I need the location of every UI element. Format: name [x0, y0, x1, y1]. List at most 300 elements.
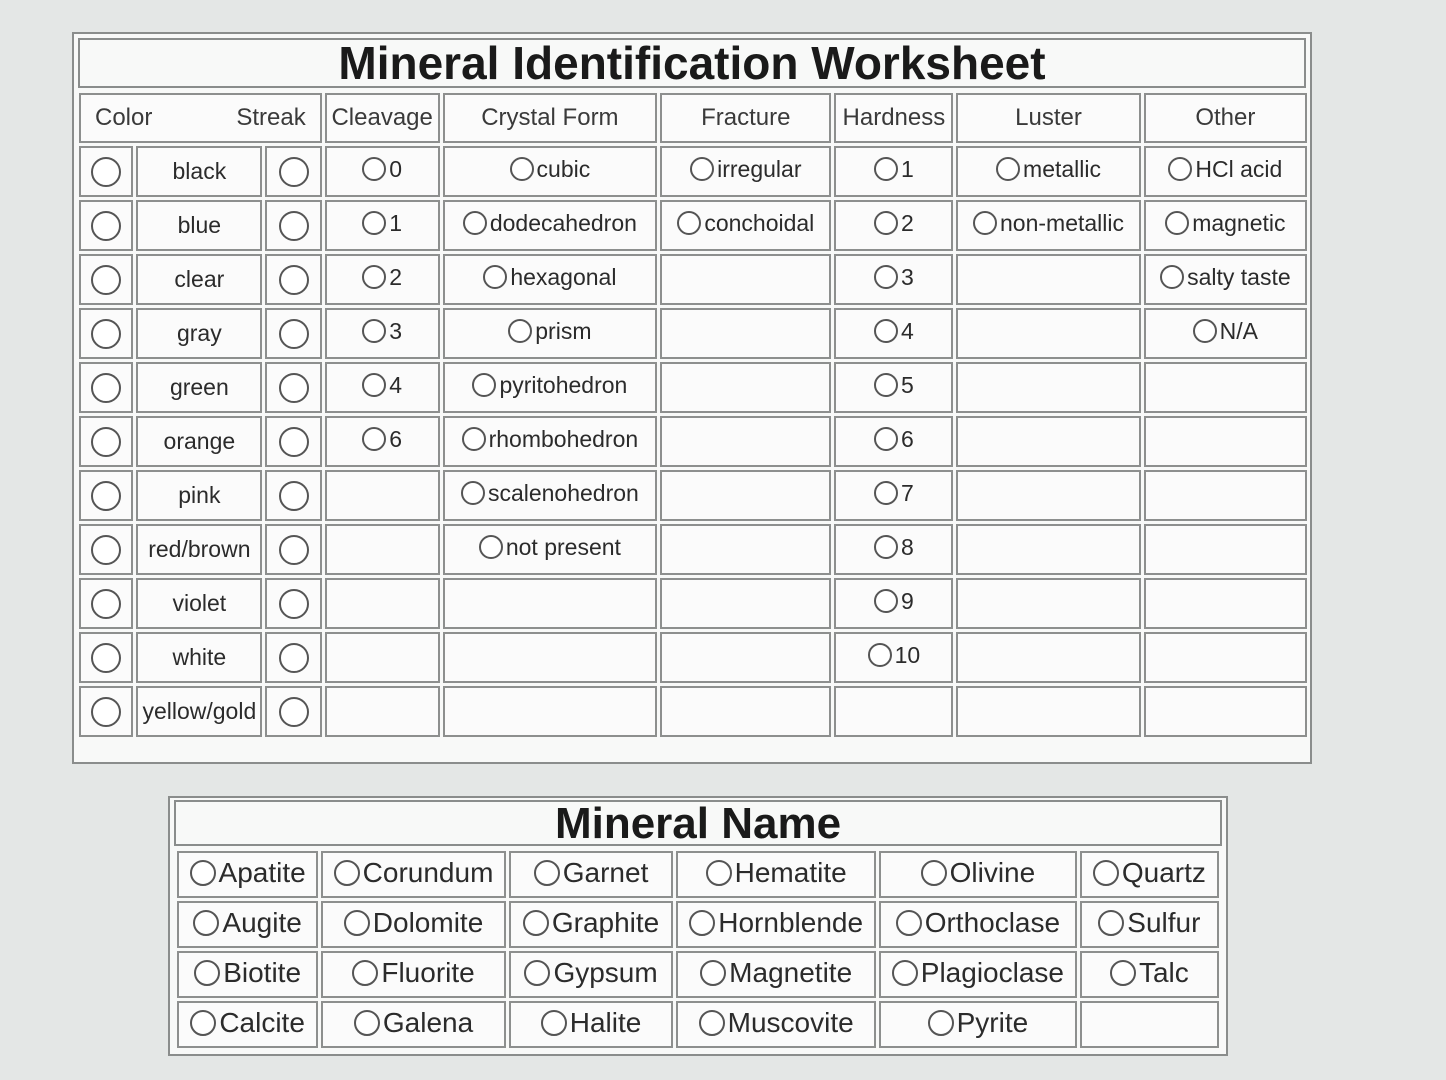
fracture-cell: [660, 632, 831, 683]
fracture-cell: [660, 200, 831, 251]
cleavage-radio[interactable]: [362, 211, 386, 235]
crystal-form-label: rhombohedron: [488, 425, 639, 452]
crystal-form-header: Crystal Form: [443, 93, 658, 143]
other-label: magnetic: [1192, 209, 1286, 236]
cleavage-cell: [325, 524, 440, 575]
hardness-cell: [834, 362, 953, 413]
mineral-option[interactable]: [334, 857, 494, 889]
other-label: N/A: [1219, 317, 1259, 344]
color-label: red/brown: [136, 524, 262, 575]
mineral-option[interactable]: [706, 857, 847, 889]
streak-radio-cell: [265, 362, 321, 413]
mineral-option[interactable]: [1098, 907, 1200, 939]
mineral-name-cell: [177, 901, 318, 948]
mineral-label: Graphite: [551, 906, 660, 938]
hardness-radio[interactable]: [874, 157, 898, 181]
color-radio[interactable]: [91, 211, 121, 241]
other-option[interactable]: [1165, 210, 1285, 237]
streak-radio[interactable]: [279, 373, 309, 403]
mineral-name-cell: [676, 851, 876, 898]
luster-label: non-metallic: [1000, 209, 1125, 236]
worksheet-row: [79, 362, 1307, 413]
crystal-form-cell: [443, 254, 658, 305]
hardness-cell: [834, 416, 953, 467]
mineral-option[interactable]: [1093, 857, 1206, 889]
mineral-option[interactable]: [699, 1007, 854, 1039]
hardness-cell: [834, 200, 953, 251]
fracture-cell: [660, 524, 831, 575]
cleavage-radio[interactable]: [362, 157, 386, 181]
other-label: HCl acid: [1195, 155, 1283, 182]
mineral-option[interactable]: [534, 857, 649, 889]
mineral-label: Dolomite: [372, 906, 484, 938]
mineral-label: Sulfur: [1127, 906, 1201, 938]
mineral-option[interactable]: [190, 857, 306, 889]
hardness-radio[interactable]: [868, 643, 892, 667]
color-radio[interactable]: [91, 697, 121, 727]
crystal-form-radio[interactable]: [510, 157, 534, 181]
crystal-form-label: cubic: [536, 155, 591, 182]
crystal-form-label: pyritohedron: [499, 371, 628, 398]
streak-radio-cell: [265, 578, 321, 629]
crystal-form-label: hexagonal: [510, 263, 617, 290]
fracture-cell: [660, 470, 831, 521]
hardness-cell: [834, 632, 953, 683]
luster-cell: [956, 146, 1140, 197]
color-radio[interactable]: [91, 265, 121, 295]
mineral-option[interactable]: [689, 907, 863, 939]
hardness-radio[interactable]: [874, 589, 898, 613]
crystal-form-option[interactable]: [483, 264, 616, 291]
hardness-radio[interactable]: [874, 319, 898, 343]
crystal-form-label: not present: [505, 533, 621, 560]
luster-header: Luster: [956, 93, 1140, 143]
color-radio-cell: [79, 524, 133, 575]
mineral-name-cell: [321, 901, 506, 948]
mineral-label: Orthoclase: [924, 906, 1061, 938]
mineral-radio[interactable]: [1093, 860, 1119, 886]
streak-radio[interactable]: [279, 535, 309, 565]
hardness-label: 9: [900, 587, 914, 614]
mineral-option[interactable]: [928, 1007, 1029, 1039]
crystal-form-option[interactable]: [462, 426, 639, 453]
cleavage-label: 0: [389, 155, 403, 182]
crystal-form-radio[interactable]: [508, 319, 532, 343]
streak-radio[interactable]: [279, 427, 309, 457]
mineral-option[interactable]: [344, 907, 483, 939]
mineral-name-cell: [879, 1001, 1077, 1048]
mineral-name-cell: [879, 951, 1077, 998]
other-label: salty taste: [1187, 263, 1291, 290]
color-label: blue: [136, 200, 262, 251]
crystal-form-option[interactable]: [479, 534, 621, 561]
worksheet-row: [79, 146, 1307, 197]
worksheet-row: [79, 200, 1307, 251]
fracture-cell: [660, 686, 831, 737]
mineral-option[interactable]: [524, 957, 657, 989]
mineral-option[interactable]: [896, 907, 1060, 939]
fracture-radio[interactable]: [677, 211, 701, 235]
color-radio[interactable]: [91, 535, 121, 565]
color-radio[interactable]: [91, 157, 121, 187]
streak-radio[interactable]: [279, 211, 309, 241]
fracture-radio[interactable]: [690, 157, 714, 181]
mineral-name-cell: [177, 851, 318, 898]
crystal-form-option[interactable]: [463, 210, 637, 237]
mineral-radio[interactable]: [689, 910, 715, 936]
crystal-form-cell: [443, 632, 658, 683]
cleavage-cell: [325, 308, 440, 359]
crystal-form-label: prism: [535, 317, 592, 344]
mineral-name-cell: [676, 951, 876, 998]
hardness-label: 6: [900, 425, 914, 452]
streak-radio-cell: [265, 686, 321, 737]
hardness-option[interactable]: [874, 156, 914, 183]
cleavage-option[interactable]: [362, 156, 402, 183]
hardness-cell: [834, 308, 953, 359]
luster-cell: [956, 686, 1140, 737]
mineral-label: Hematite: [734, 856, 847, 888]
hardness-cell: [834, 578, 953, 629]
color-radio[interactable]: [91, 373, 121, 403]
luster-cell: [956, 254, 1140, 305]
luster-radio[interactable]: [973, 211, 997, 235]
cleavage-cell: [325, 686, 440, 737]
mineral-radio[interactable]: [1110, 960, 1136, 986]
luster-cell: [956, 578, 1140, 629]
other-cell: [1144, 362, 1307, 413]
mineral-name-cell: [177, 1001, 318, 1048]
streak-radio[interactable]: [279, 589, 309, 619]
streak-radio[interactable]: [279, 319, 309, 349]
color-radio[interactable]: [91, 427, 121, 457]
hardness-option[interactable]: [868, 642, 921, 669]
crystal-form-option[interactable]: [508, 318, 591, 345]
mineral-option[interactable]: [1110, 957, 1189, 989]
mineral-radio[interactable]: [892, 960, 918, 986]
cleavage-label: 3: [389, 317, 403, 344]
color-radio-cell: [79, 200, 133, 251]
worksheet-title: Mineral Identification Worksheet: [78, 38, 1306, 88]
mineral-name-cell: [177, 951, 318, 998]
luster-option[interactable]: [996, 156, 1101, 183]
other-radio[interactable]: [1193, 319, 1217, 343]
worksheet-row: [79, 470, 1307, 521]
mineral-name-cell: [879, 851, 1077, 898]
mineral-radio[interactable]: [524, 960, 550, 986]
mineral-option[interactable]: [700, 957, 852, 989]
mineral-name-cell: [1080, 901, 1219, 948]
worksheet-row: [79, 254, 1307, 305]
cleavage-cell: [325, 416, 440, 467]
fracture-cell: [660, 362, 831, 413]
hardness-radio[interactable]: [874, 211, 898, 235]
mineral-radio[interactable]: [190, 1010, 216, 1036]
mineral-label: Halite: [569, 1006, 642, 1038]
hardness-label: 8: [900, 533, 914, 560]
mineral-label: Fluorite: [381, 956, 475, 988]
crystal-form-option[interactable]: [472, 372, 627, 399]
fracture-option[interactable]: [690, 156, 801, 183]
mineral-name-cell: [509, 901, 673, 948]
crystal-form-cell: [443, 146, 658, 197]
mineral-option[interactable]: [354, 1007, 473, 1039]
hardness-option[interactable]: [874, 372, 914, 399]
color-header: Color: [95, 104, 153, 131]
mineral-name-cell: [676, 1001, 876, 1048]
streak-radio-cell: [265, 200, 321, 251]
mineral-label: Galena: [382, 1006, 474, 1038]
mineral-option[interactable]: [541, 1007, 642, 1039]
hardness-option[interactable]: [874, 426, 914, 453]
cleavage-label: 2: [389, 263, 403, 290]
hardness-cell: [834, 686, 953, 737]
mineral-name-cell: [879, 901, 1077, 948]
hardness-option[interactable]: [874, 588, 914, 615]
color-label: yellow/gold: [136, 686, 262, 737]
streak-radio-cell: [265, 254, 321, 305]
mineral-label: Corundum: [362, 856, 494, 888]
mineral-option[interactable]: [892, 957, 1064, 989]
worksheet-grid: [76, 90, 1310, 740]
luster-cell: [956, 416, 1140, 467]
mineral-radio[interactable]: [190, 860, 216, 886]
header-row: [79, 93, 1307, 143]
crystal-form-cell: [443, 686, 658, 737]
cleavage-cell: [325, 470, 440, 521]
color-radio[interactable]: [91, 481, 121, 511]
other-cell: [1144, 470, 1307, 521]
cleavage-option[interactable]: [362, 426, 402, 453]
luster-label: metallic: [1023, 155, 1101, 182]
other-option[interactable]: [1160, 264, 1291, 291]
other-cell: [1144, 524, 1307, 575]
crystal-form-cell: [443, 578, 658, 629]
color-label: black: [136, 146, 262, 197]
mineral-name-cell: [509, 1001, 673, 1048]
mineral-radio[interactable]: [700, 960, 726, 986]
fracture-cell: [660, 416, 831, 467]
streak-radio-cell: [265, 632, 321, 683]
crystal-form-option[interactable]: [461, 480, 639, 507]
crystal-form-cell: [443, 524, 658, 575]
mineral-name-cell: [676, 901, 876, 948]
mineral-label: Magnetite: [729, 956, 853, 988]
mineral-radio[interactable]: [541, 1010, 567, 1036]
mineral-label: Hornblende: [718, 906, 864, 938]
streak-radio-cell: [265, 416, 321, 467]
mineral-radio[interactable]: [921, 860, 947, 886]
color-radio[interactable]: [91, 319, 121, 349]
color-label: clear: [136, 254, 262, 305]
other-cell: [1144, 254, 1307, 305]
color-radio-cell: [79, 308, 133, 359]
mineral-name-grid: [174, 848, 1222, 1051]
mineral-option[interactable]: [352, 957, 474, 989]
mineral-name-panel: [168, 796, 1228, 1056]
mineral-name-cell: [321, 851, 506, 898]
cleavage-cell: [325, 362, 440, 413]
mineral-radio[interactable]: [928, 1010, 954, 1036]
crystal-form-radio[interactable]: [463, 211, 487, 235]
cleavage-label: 4: [389, 371, 403, 398]
hardness-option[interactable]: [874, 210, 914, 237]
hardness-cell: [834, 470, 953, 521]
hardness-radio[interactable]: [874, 427, 898, 451]
other-cell: [1144, 686, 1307, 737]
cleavage-radio[interactable]: [362, 319, 386, 343]
cleavage-option[interactable]: [362, 210, 402, 237]
other-radio[interactable]: [1168, 157, 1192, 181]
cleavage-option[interactable]: [362, 318, 402, 345]
mineral-label: Muscovite: [727, 1006, 854, 1038]
hardness-option[interactable]: [874, 480, 914, 507]
fracture-label: conchoidal: [704, 209, 815, 236]
hardness-cell: [834, 254, 953, 305]
color-radio-cell: [79, 416, 133, 467]
streak-radio[interactable]: [279, 697, 309, 727]
mineral-option[interactable]: [194, 957, 301, 989]
luster-cell: [956, 362, 1140, 413]
crystal-form-label: dodecahedron: [489, 209, 637, 236]
color-radio-cell: [79, 470, 133, 521]
hardness-label: 10: [894, 641, 921, 668]
worksheet-row: [79, 416, 1307, 467]
hardness-option[interactable]: [874, 318, 914, 345]
hardness-label: 7: [900, 479, 914, 506]
worksheet-row: [79, 632, 1307, 683]
hardness-option[interactable]: [874, 264, 914, 291]
fracture-header: Fracture: [660, 93, 831, 143]
mineral-name-cell: [321, 951, 506, 998]
mineral-label: Talc: [1138, 956, 1189, 988]
color-radio-cell: [79, 146, 133, 197]
color-label: orange: [136, 416, 262, 467]
mineral-radio[interactable]: [334, 860, 360, 886]
luster-cell: [956, 470, 1140, 521]
mineral-label: Garnet: [562, 856, 649, 888]
mineral-radio[interactable]: [534, 860, 560, 886]
mineral-radio[interactable]: [344, 910, 370, 936]
mineral-name-cell: [1080, 851, 1219, 898]
streak-radio[interactable]: [279, 481, 309, 511]
other-cell: [1144, 200, 1307, 251]
hardness-radio[interactable]: [874, 535, 898, 559]
mineral-label: Calcite: [219, 1006, 305, 1038]
mineral-radio[interactable]: [699, 1010, 725, 1036]
mineral-name-cell: [321, 1001, 506, 1048]
mineral-worksheet: [72, 32, 1312, 764]
mineral-radio[interactable]: [194, 960, 220, 986]
fracture-cell: [660, 146, 831, 197]
crystal-form-option[interactable]: [510, 156, 591, 183]
mineral-radio[interactable]: [706, 860, 732, 886]
mineral-radio[interactable]: [523, 910, 549, 936]
mineral-option[interactable]: [921, 857, 1036, 889]
streak-radio[interactable]: [279, 643, 309, 673]
color-radio-cell: [79, 632, 133, 683]
mineral-name-row: [177, 1001, 1219, 1048]
hardness-label: 3: [900, 263, 914, 290]
cleavage-option[interactable]: [362, 372, 402, 399]
mineral-label: Biotite: [223, 956, 302, 988]
hardness-cell: [834, 524, 953, 575]
cleavage-radio[interactable]: [362, 265, 386, 289]
hardness-radio[interactable]: [874, 373, 898, 397]
streak-radio[interactable]: [279, 157, 309, 187]
mineral-label: Augite: [222, 906, 302, 938]
mineral-option[interactable]: [193, 907, 301, 939]
color-label: violet: [136, 578, 262, 629]
crystal-form-radio[interactable]: [472, 373, 496, 397]
other-option[interactable]: [1168, 156, 1282, 183]
crystal-form-radio[interactable]: [479, 535, 503, 559]
fracture-cell: [660, 254, 831, 305]
other-cell: [1144, 416, 1307, 467]
luster-option[interactable]: [973, 210, 1124, 237]
mineral-option[interactable]: [190, 1007, 305, 1039]
mineral-name-cell: [509, 851, 673, 898]
mineral-radio[interactable]: [352, 960, 378, 986]
crystal-form-radio[interactable]: [483, 265, 507, 289]
mineral-radio[interactable]: [896, 910, 922, 936]
crystal-form-cell: [443, 470, 658, 521]
crystal-form-radio[interactable]: [461, 481, 485, 505]
hardness-label: 1: [900, 155, 914, 182]
luster-cell: [956, 308, 1140, 359]
mineral-name-cell: [1080, 1001, 1219, 1048]
hardness-header: Hardness: [834, 93, 953, 143]
other-radio[interactable]: [1160, 265, 1184, 289]
color-radio[interactable]: [91, 589, 121, 619]
mineral-option[interactable]: [523, 907, 659, 939]
fracture-cell: [660, 578, 831, 629]
other-radio[interactable]: [1165, 211, 1189, 235]
worksheet-row: [79, 524, 1307, 575]
crystal-form-cell: [443, 416, 658, 467]
fracture-option[interactable]: [677, 210, 814, 237]
crystal-form-radio[interactable]: [462, 427, 486, 451]
mineral-label: Gypsum: [553, 956, 658, 988]
luster-cell: [956, 200, 1140, 251]
hardness-radio[interactable]: [874, 481, 898, 505]
streak-radio-cell: [265, 524, 321, 575]
color-label: pink: [136, 470, 262, 521]
mineral-radio[interactable]: [1098, 910, 1124, 936]
cleavage-header: Cleavage: [325, 93, 440, 143]
worksheet-row: [79, 686, 1307, 737]
cleavage-cell: [325, 254, 440, 305]
cleavage-option[interactable]: [362, 264, 402, 291]
crystal-form-cell: [443, 362, 658, 413]
color-label: gray: [136, 308, 262, 359]
streak-radio-cell: [265, 470, 321, 521]
mineral-label: Olivine: [949, 856, 1036, 888]
mineral-label: Apatite: [218, 856, 306, 888]
hardness-radio[interactable]: [874, 265, 898, 289]
cleavage-radio[interactable]: [362, 373, 386, 397]
streak-radio[interactable]: [279, 265, 309, 295]
cleavage-radio[interactable]: [362, 427, 386, 451]
other-option[interactable]: [1193, 318, 1258, 345]
luster-radio[interactable]: [996, 157, 1020, 181]
hardness-option[interactable]: [874, 534, 914, 561]
mineral-radio[interactable]: [354, 1010, 380, 1036]
color-radio-cell: [79, 686, 133, 737]
color-radio[interactable]: [91, 643, 121, 673]
mineral-radio[interactable]: [193, 910, 219, 936]
mineral-label: Pyrite: [956, 1006, 1029, 1038]
